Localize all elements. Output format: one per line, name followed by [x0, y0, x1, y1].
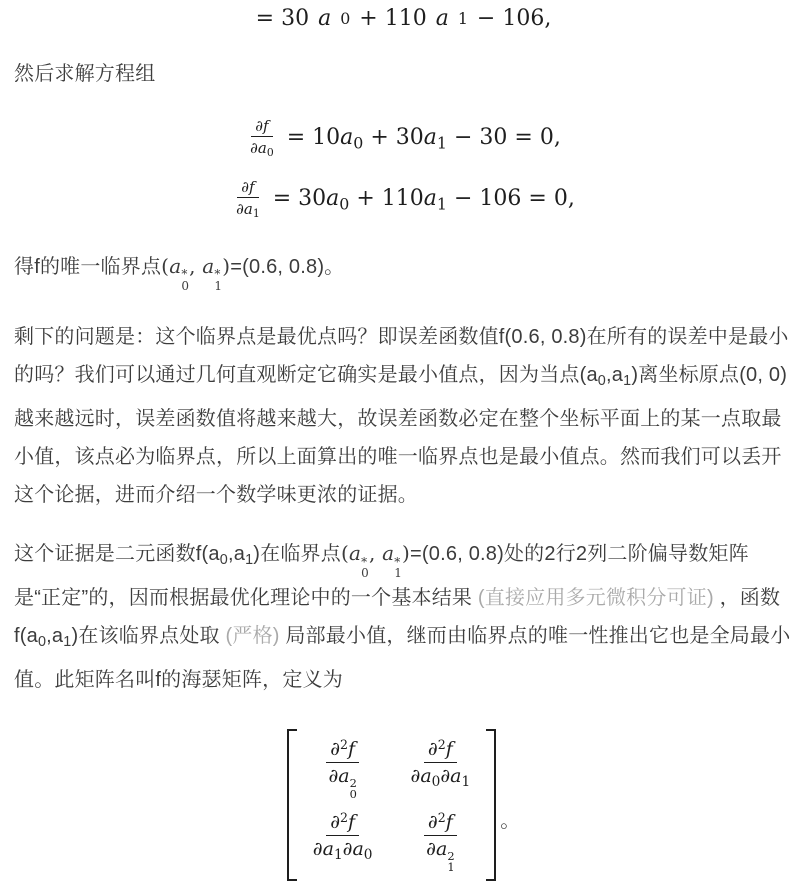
equation-rhs: = $10a_0 + 30a_1 - 30 = 0$,	[286, 124, 561, 153]
matrix-cell-11	[422, 810, 458, 873]
matrix-cell-10	[309, 810, 377, 873]
matrix-cell-numerator: ∂$^2$f	[424, 737, 457, 763]
critical-point-text: 得f的唯一临界点(a * 0 , a * 1 )=(0.6, 0.8)。	[14, 253, 345, 293]
fraction-df-da1	[232, 178, 264, 221]
matrix-cell-denominator: ∂a 2 1	[426, 837, 455, 874]
matrix-grid	[297, 729, 486, 880]
matrix-left-bracket	[287, 729, 297, 880]
fraction-df-da0	[246, 117, 278, 160]
article-page	[0, 6, 807, 881]
hessian-intro-paragraph: 这个证据是二元函数$f(a_0,a_1)$在临界点(a * 0 , a * 1 )=(0.6, 0.8)处的2行2列二阶偏导数矩阵是“正定”的，因而根据最优化理论中的一个基本结果 (直接应用多元微积分可证) ，函数$f(a_0,a_1)$在该临界点处取 (严格) 局部最小值，继而由临界点的唯一性推出它也是全局最小值。此矩阵名叫f的海瑟矩阵，定义为	[14, 541, 791, 692]
hessian-matrix	[14, 729, 793, 880]
matrix-cell-numerator: ∂$^2$f	[326, 737, 359, 763]
fraction-numerator: ∂f	[251, 117, 272, 137]
fraction-numerator: ∂f	[237, 178, 258, 198]
equation-rhs: = $30a_0 + 110a_1 - 106 = 0$,	[272, 185, 575, 214]
solve-intro-text: 然后求解方程组	[14, 63, 156, 85]
matrix-cell-numerator: ∂$^2$f	[424, 810, 457, 836]
argument-paragraph: 剩下的问题是：这个临界点是最优点吗？即误差函数值f(0.6, 0.8)在所有的误差中是最小的吗？我们可以通过几何直观断定它确实是最小值点，因为当点$(a_0,a_1)$离坐标原点(0, 0)越来越远时，误差函数值将越来越大，故误差函数必定在整个坐标平面上的某一点取最小值，该点必为临界点，所以上面算出的唯一临界点也是最小值点。然而我们可以丢开这个论据，进而介绍一个数学味更浓的证据。	[14, 326, 789, 507]
matrix-right-bracket	[486, 729, 496, 880]
matrix-period: 。	[500, 810, 521, 833]
matrix-cell-numerator: ∂$^2$f	[326, 810, 359, 836]
equation-continuation: = 30 a 0 + 110 a 1 − 106,	[255, 6, 552, 31]
matrix-cell-denominator: $\partial a_1\partial a_0$	[312, 837, 373, 863]
matrix-cell-denominator: ∂a 2 0	[328, 765, 357, 802]
matrix-cell-00	[324, 737, 360, 800]
equation-partial-a0	[14, 117, 793, 160]
fraction-denominator: $\partial a_1$	[236, 199, 260, 220]
matrix-cell-01	[407, 737, 475, 800]
equation-partial-a1	[14, 178, 793, 221]
matrix-cell-denominator: $\partial a_0\partial a_1$	[410, 765, 471, 790]
fraction-denominator: $\partial a_0$	[250, 139, 274, 160]
